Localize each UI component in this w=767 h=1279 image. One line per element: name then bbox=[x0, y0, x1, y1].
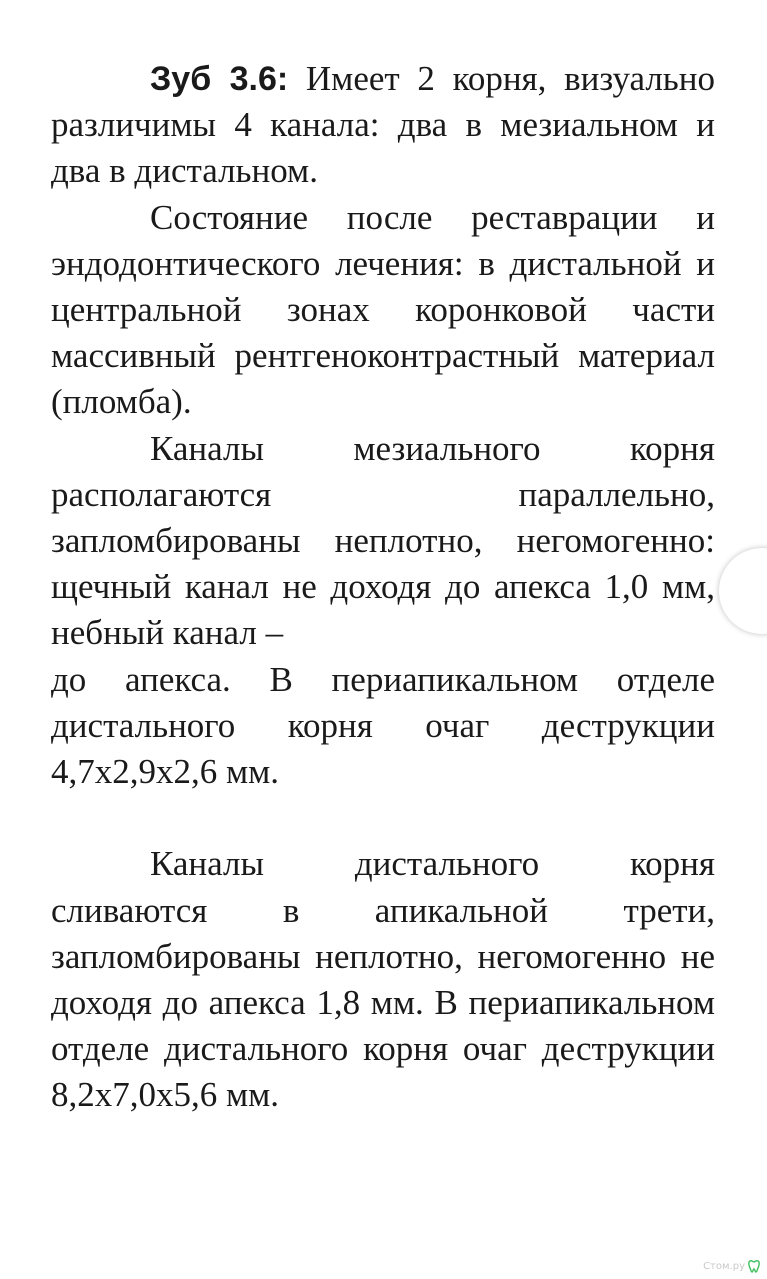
tooth-description-text: Имеет 2 корня, визуально различимы 4 канала: два в мезиальном и два в дистальном. bbox=[51, 59, 715, 191]
restoration-state-text: Состояние после реставрации и эндодонтического лечения: в дистальной и центральной зонах коронковой части массивный рентгеноконтрастный материал (пломба). bbox=[51, 197, 715, 422]
paragraph-tooth-description bbox=[51, 56, 715, 195]
watermark-label: Стом.ру bbox=[703, 1260, 745, 1272]
mesial-root-text-part1: Каналы мезиального корня располагаются параллельно, запломбированы неплотно, негомогенно: щечный канал не доходя до апекса 1,0 мм, небный канал – bbox=[51, 428, 715, 653]
tooth-icon bbox=[747, 1259, 761, 1273]
blank-line bbox=[51, 795, 715, 841]
page-scroll-handle-button[interactable] bbox=[719, 548, 767, 634]
site-watermark bbox=[703, 1259, 761, 1273]
mesial-root-text-part2: до апекса. В периапикальном отделе дистального корня очаг деструкции 4,7х2,9х2,6 мм. bbox=[51, 659, 715, 792]
paragraph-distal-root bbox=[51, 841, 715, 1118]
distal-root-text: Каналы дистального корня сливаются в апикальной трети, запломбированы неплотно, негомогенно не доходя до апекса 1,8 мм. В периапикальном отделе дистального корня очаг деструкции 8,2х7,0х5,6 мм. bbox=[51, 844, 715, 1115]
tooth-number-heading: Зуб 3.6: bbox=[150, 60, 289, 98]
paragraph-mesial-root bbox=[51, 426, 715, 796]
paragraph-restoration-state bbox=[51, 195, 715, 426]
document-page bbox=[51, 56, 715, 1119]
